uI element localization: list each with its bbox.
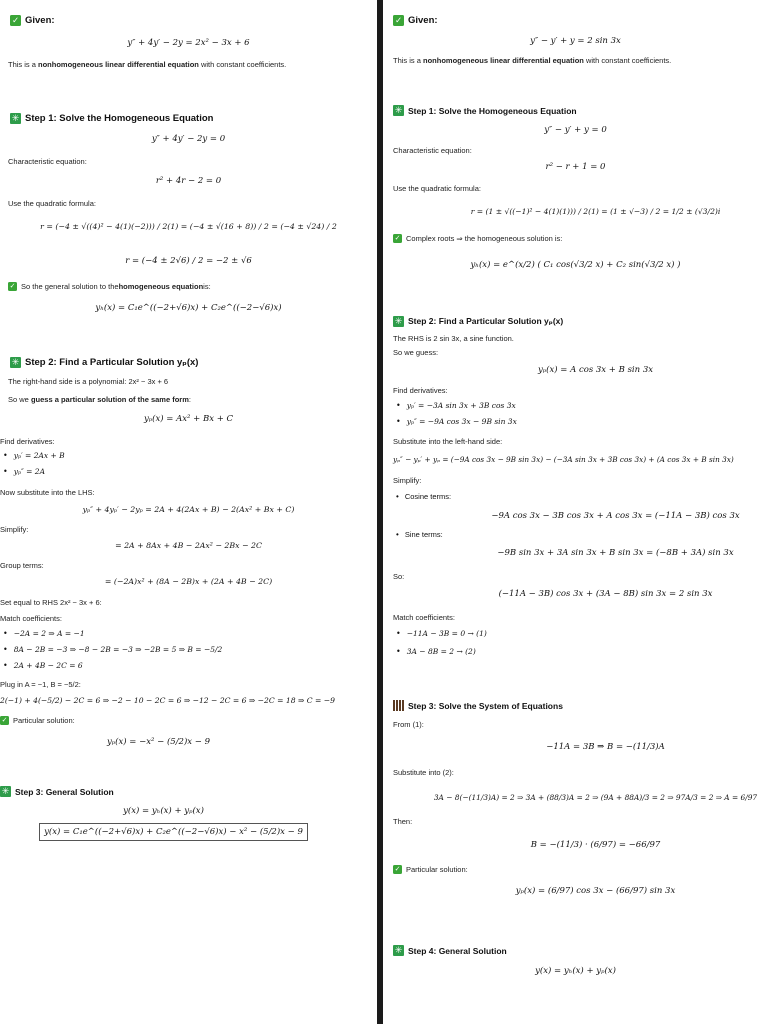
match-item: • −2A = 2 ⇒ A = −1 (0, 629, 377, 638)
match-item: • 3A − 8B = 2 → (2) (393, 647, 768, 656)
substitute-label: Substitute into the left-hand side: (393, 437, 503, 446)
given-heading: ✓ Given: (11, 15, 55, 26)
step4-heading: ✳ Step 4: General Solution (394, 945, 507, 956)
match-label: Match coefficients: (393, 613, 455, 622)
substitute-label: Now substitute into the LHS: (0, 488, 95, 497)
quadratic-label: Use the quadratic formula: (8, 199, 96, 208)
particular-label: ✓ Particular solution: (1, 716, 75, 725)
sine-terms-label: • Sine terms: (393, 530, 768, 539)
guess-description: So we guess a particular solution of the same form: (8, 395, 191, 404)
characteristic-label: Characteristic equation: (8, 157, 87, 166)
group-label: Group terms: (0, 561, 44, 570)
general-homog-label: ✓ So the general solution to the homogeneous equation is: (9, 282, 211, 291)
characteristic-equation: r² + 4r − 2 = 0 (155, 176, 222, 186)
match-label: Match coefficients: (0, 614, 62, 623)
system-icon (393, 700, 404, 711)
simplify-label: Simplify: (393, 476, 422, 485)
substitute-equation: yₚ″ − yₚ′ + yₚ = (−9A cos 3x − 9B sin 3x) − (−3A sin 3x + 3B cos 3x) + (A cos 3x + B sin 3x) (393, 455, 734, 464)
guess-label: So we guess: (393, 348, 439, 357)
rhs-description: The RHS is 2 sin 3x, a sine function. (393, 334, 514, 343)
given-equation: y″ − y′ + y = 2 sin 3x (530, 36, 621, 46)
substitute-system-label: Substitute into (2): (393, 768, 454, 777)
from-label: From (1): (393, 720, 424, 729)
match-item: • 8A − 2B = −3 ⇒ −8 − 2B = −3 ⇒ −2B = 5 ⇒ B = −5/2 (0, 645, 377, 654)
step-icon: ✳ (11, 357, 20, 367)
sine-terms-equation: −9B sin 3x + 3A sin 3x + B sin 3x = (−8B + 3A) sin 3x (497, 548, 734, 558)
then-label: Then: (393, 817, 413, 826)
substitute-system-equation: 3A − 8(−(11/3)A) = 2 ⇒ 3A + (88/3)A = 2 ⇒ (9A + 88A)/3 = 2 ⇒ 97A/3 = 2 ⇒ A = 6/97 (433, 793, 758, 802)
derivative-item: • yₚ′ = 2Ax + B (0, 451, 377, 460)
given-description: This is a nonhomogeneous linear differential equation with constant coefficients. (393, 56, 672, 65)
homogeneous-equation: y″ + 4y′ − 2y = 0 (151, 134, 226, 144)
right-solution-panel (383, 0, 768, 1024)
rhs-description: The right-hand side is a polynomial: 2x² − 3x + 6 (8, 377, 169, 386)
homogeneous-equation: y″ − y′ + y = 0 (544, 125, 607, 135)
step1-heading: ✳ Step 1: Solve the Homogeneous Equation (11, 113, 214, 124)
match-item: • 2A + 4B − 2C = 6 (0, 661, 377, 670)
plug-equation: 2(−1) + 4(−5/2) − 2C = 6 ⇒ −2 − 10 − 2C = 6 ⇒ −12 − 2C = 6 ⇒ −2C = 18 ⇒ C = −9 (0, 696, 335, 705)
quadratic-label: Use the quadratic formula: (393, 184, 481, 193)
derivatives-label: Find derivatives: (393, 386, 448, 395)
check-icon: ✓ (9, 283, 16, 290)
step2-heading: ✳ Step 2: Find a Particular Solution yₚ(x) (394, 316, 564, 326)
step1-heading: ✳ Step 1: Solve the Homogeneous Equation (394, 105, 577, 116)
boxed-general-solution: y(x) = C₁e^((−2+√6)x) + C₂e^((−2−√6)x) − x² − (5/2)x − 9 (0, 823, 377, 841)
then-equation: B = −(11/3) · (6/97) = −66/97 (530, 840, 661, 850)
homogeneous-solution: yₕ(x) = C₁e^((−2+√6)x) + C₂e^((−2−√6)x) (95, 303, 282, 313)
derivatives-label: Find derivatives: (0, 437, 55, 446)
general-equation: y(x) = yₕ(x) + yₚ(x) (535, 966, 616, 976)
given-description: This is a nonhomogeneous linear differential equation with constant coefficients. (8, 60, 287, 69)
quadratic-formula: r = (−4 ± √((4)² − 4(1)(−2))) / 2(1) = (−4 ± √(16 + 8)) / 2 = (−4 ± √24) / 2 (40, 222, 337, 231)
particular-solution: yₚ(x) = (6/97) cos 3x − (66/97) sin 3x (515, 886, 676, 896)
characteristic-label: Characteristic equation: (393, 146, 472, 155)
so-label: So: (393, 572, 405, 581)
left-solution-panel (0, 0, 377, 1024)
complex-roots-label: ✓ Complex roots ⇒ the homogeneous solution is: (394, 234, 563, 243)
simplify-equation: = 2A + 8Ax + 4B − 2Ax² − 2Bx − 2C (115, 541, 262, 550)
from-equation: −11A = 3B ⇒ B = −(11/3)A (546, 742, 665, 752)
step3-heading: ✳ Step 3: General Solution (1, 786, 114, 797)
derivative-item: • yₚ″ = 2A (0, 467, 377, 476)
step2-heading: ✳ Step 2: Find a Particular Solution yₚ(x) (11, 357, 199, 368)
check-icon: ✓ (394, 15, 403, 26)
step-icon: ✳ (394, 316, 403, 326)
check-icon: ✓ (394, 235, 401, 242)
given-equation: y″ + 4y′ − 2y = 2x² − 3x + 6 (127, 38, 250, 48)
step-icon: ✳ (1, 786, 10, 796)
step3-heading: Step 3: Solve the System of Equations (393, 700, 768, 711)
derivative-item: • yₚ′ = −3A sin 3x + 3B cos 3x (393, 401, 768, 410)
group-equation: = (−2A)x² + (8A − 2B)x + (2A + 4B − 2C) (104, 577, 273, 586)
derivative-item: • yₚ″ = −9A cos 3x − 9B sin 3x (393, 417, 768, 426)
roots-equation: r = (−4 ± 2√6) / 2 = −2 ± √6 (125, 256, 252, 266)
characteristic-equation: r² − r + 1 = 0 (545, 162, 606, 172)
cosine-terms-label: • Cosine terms: (393, 492, 768, 501)
homogeneous-solution: yₕ(x) = e^(x/2) ( C₁ cos(√3/2 x) + C₂ sin(√3/2 x) ) (470, 260, 681, 270)
given-heading: ✓ Given: (394, 15, 438, 26)
simplify-label: Simplify: (0, 525, 29, 534)
check-icon: ✓ (394, 866, 401, 873)
general-equation: y(x) = yₕ(x) + yₚ(x) (123, 806, 204, 816)
match-item: • −11A − 3B = 0 → (1) (393, 629, 768, 638)
set-equal-label: Set equal to RHS 2x² − 3x + 6: (0, 598, 102, 607)
particular-solution: yₚ(x) = −x² − (5/2)x − 9 (106, 737, 211, 747)
substitute-equation: yₚ″ + 4yₚ′ − 2yₚ = 2A + 4(2Ax + B) − 2(Ax² + Bx + C) (82, 505, 295, 514)
particular-guess: yₚ(x) = Ax² + Bx + C (143, 414, 234, 424)
step-icon: ✳ (394, 105, 403, 115)
quadratic-formula: r = (1 ± √((−1)² − 4(1)(1))) / 2(1) = (1 ± √−3) / 2 = 1/2 ± (√3/2)i (470, 207, 721, 216)
cosine-terms-equation: −9A cos 3x − 3B cos 3x + A cos 3x = (−11A − 3B) cos 3x (491, 511, 740, 521)
check-icon: ✓ (1, 717, 8, 724)
particular-guess: yₚ(x) = A cos 3x + B sin 3x (537, 365, 654, 375)
particular-label: ✓ Particular solution: (394, 865, 468, 874)
check-icon: ✓ (11, 15, 20, 26)
step-icon: ✳ (394, 945, 403, 955)
so-equation: (−11A − 3B) cos 3x + (3A − 8B) sin 3x = 2 sin 3x (498, 589, 713, 599)
plug-label: Plug in A = −1, B = −5/2: (0, 680, 81, 689)
step-icon: ✳ (11, 113, 20, 123)
